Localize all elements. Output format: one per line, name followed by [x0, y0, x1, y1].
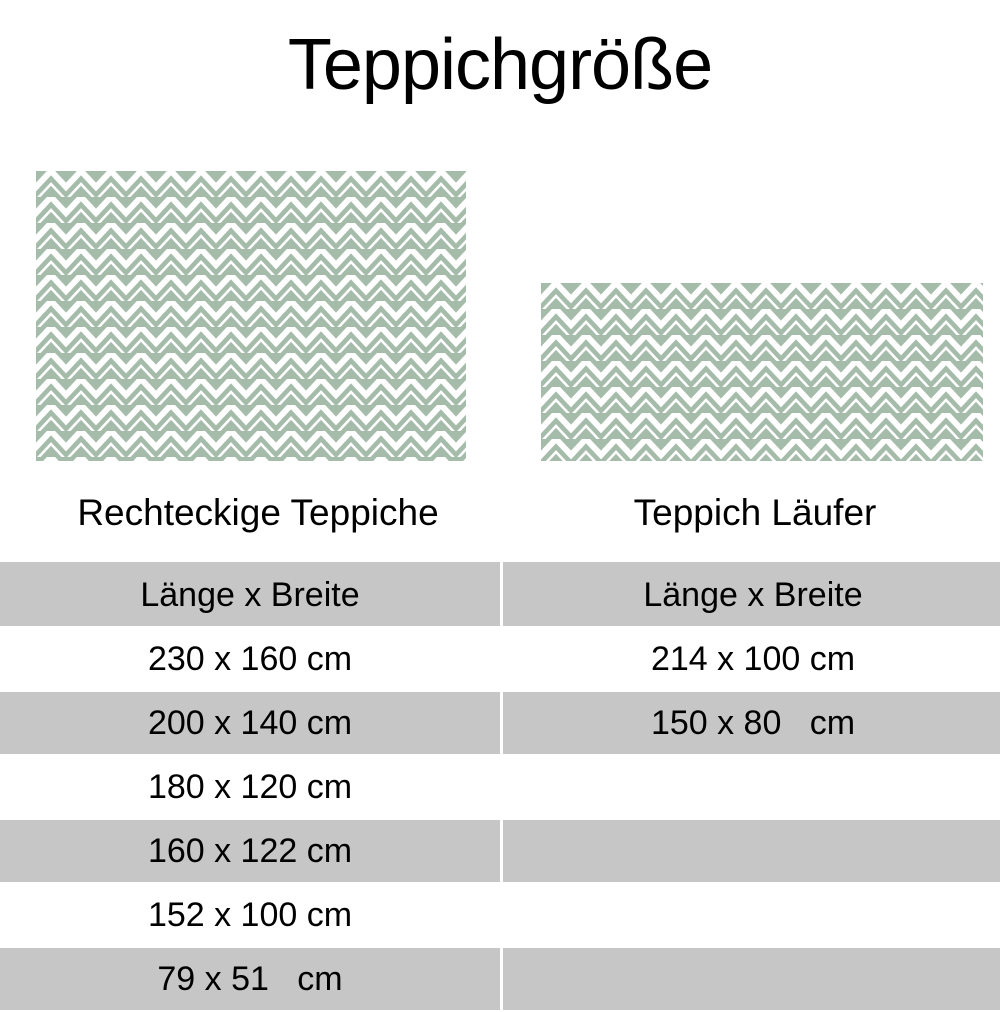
- table-cell-right: 214 x 100 cm: [502, 627, 1000, 691]
- chevron-pattern-runner-icon: [541, 283, 983, 461]
- table-cell-right: [502, 883, 1000, 947]
- table-cell-left: 160 x 122 cm: [0, 819, 502, 883]
- size-table: [0, 562, 1000, 1012]
- page-title: Teppichgröße: [0, 22, 1000, 108]
- table-row: [0, 691, 1000, 755]
- table-cell-right: 150 x 80 cm: [502, 691, 1000, 755]
- table-cell-left: 230 x 160 cm: [0, 627, 502, 691]
- table-row: [0, 755, 1000, 819]
- chevron-pattern-rug-icon: [36, 171, 466, 461]
- table-cell-right: [502, 947, 1000, 1011]
- table-header-left: Länge x Breite: [0, 563, 502, 627]
- table-cell-right: [502, 755, 1000, 819]
- table-row: [0, 627, 1000, 691]
- table-cell-left: 79 x 51 cm: [0, 947, 502, 1011]
- table-cell-right: [502, 819, 1000, 883]
- table-header-row: [0, 563, 1000, 627]
- table-cell-left: 152 x 100 cm: [0, 883, 502, 947]
- runner-rug-caption: Teppich Läufer: [515, 491, 995, 535]
- table-row: [0, 883, 1000, 947]
- table-row: [0, 819, 1000, 883]
- table-row: [0, 947, 1000, 1011]
- table-cell-left: 200 x 140 cm: [0, 691, 502, 755]
- rectangular-rug-caption: Rechteckige Teppiche: [18, 491, 498, 535]
- table-header-right: Länge x Breite: [502, 563, 1000, 627]
- table-cell-left: 180 x 120 cm: [0, 755, 502, 819]
